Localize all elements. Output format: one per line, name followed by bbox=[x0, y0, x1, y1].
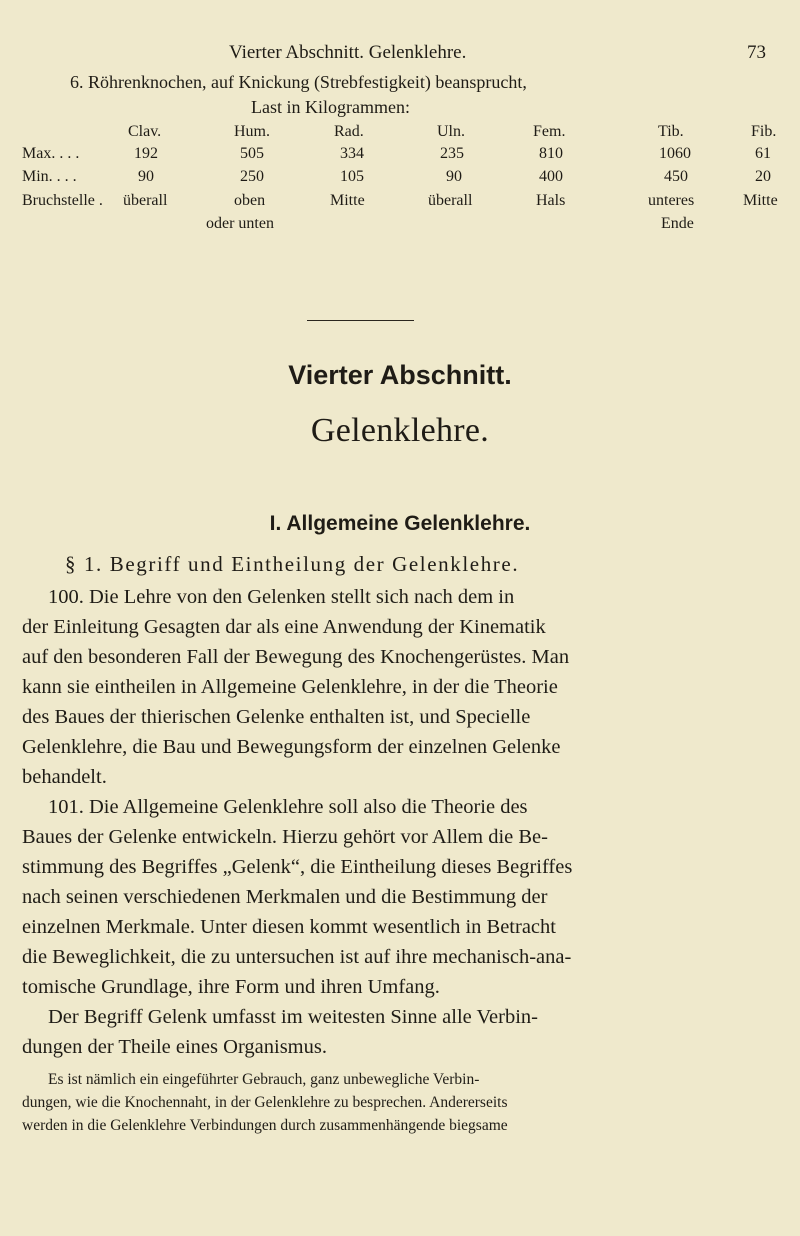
body-line: behandelt. bbox=[22, 766, 107, 788]
page-number: 73 bbox=[747, 42, 766, 63]
table-cell: 20 bbox=[755, 168, 771, 185]
row-label-max: Max. . . . bbox=[22, 145, 80, 162]
table-intro-line2: Last in Kilogrammen: bbox=[251, 97, 410, 117]
col-header-hum: Hum. bbox=[234, 123, 270, 140]
paragraph-heading: § 1. Begriff und Eintheilung der Gelenklehre. bbox=[65, 552, 520, 576]
row-label-min: Min. . . . bbox=[22, 168, 77, 185]
table-cell: 450 bbox=[664, 168, 688, 185]
table-cell: 90 bbox=[446, 168, 462, 185]
col-header-fib: Fib. bbox=[751, 123, 777, 140]
table-cell: 810 bbox=[539, 145, 563, 162]
table-cell: überall bbox=[123, 192, 168, 209]
table-cell: oben bbox=[234, 192, 266, 209]
table-cell: Hals bbox=[536, 192, 566, 209]
body-line: 100. Die Lehre von den Gelenken stellt sich nach dem in bbox=[48, 586, 515, 608]
table-cell: 192 bbox=[134, 145, 158, 162]
col-header-rad: Rad. bbox=[334, 123, 364, 140]
body-line: dungen der Theile eines Organismus. bbox=[22, 1036, 327, 1058]
body-line: auf den besonderen Fall der Bewegung des Knochengerüstes. Man bbox=[22, 646, 570, 668]
table-cell: Mitte bbox=[743, 192, 778, 209]
table-cell: 505 bbox=[240, 145, 264, 162]
small-line: werden in die Gelenklehre Verbindungen durch zusammenhängende biegsame bbox=[22, 1117, 508, 1134]
col-header-clav: Clav. bbox=[128, 123, 162, 140]
col-header-fem: Fem. bbox=[533, 123, 566, 140]
body-line: nach seinen verschiedenen Merkmalen und die Bestimmung der bbox=[22, 886, 548, 908]
body-line: 101. Die Allgemeine Gelenklehre soll also die Theorie des bbox=[48, 796, 528, 818]
body-line: kann sie eintheilen in Allgemeine Gelenklehre, in der die Theorie bbox=[22, 676, 558, 698]
table-cell: 105 bbox=[340, 168, 364, 185]
table-cell: 1060 bbox=[659, 145, 691, 162]
body-line: tomische Grundlage, ihre Form und ihren Umfang. bbox=[22, 976, 440, 998]
table-cell: 90 bbox=[138, 168, 154, 185]
body-line: Gelenklehre, die Bau und Bewegungsform der einzelnen Gelenke bbox=[22, 736, 561, 758]
body-line: stimmung des Begriffes „Gelenk“, die Eintheilung dieses Begriffes bbox=[22, 856, 573, 878]
table-cell-continuation: oder unten bbox=[206, 215, 274, 232]
body-line: einzelnen Merkmale. Unter diesen kommt wesentlich in Betracht bbox=[22, 916, 556, 938]
table-cell: 250 bbox=[240, 168, 264, 185]
body-line: Der Begriff Gelenk umfasst im weitesten Sinne alle Verbin- bbox=[48, 1006, 538, 1028]
body-line: die Beweglichkeit, die zu untersuchen ist auf ihre mechanisch-ana- bbox=[22, 946, 572, 968]
col-header-tib: Tib. bbox=[658, 123, 684, 140]
table-cell: überall bbox=[428, 192, 473, 209]
section-subtitle: Gelenklehre. bbox=[310, 412, 490, 449]
table-cell: 61 bbox=[755, 145, 771, 162]
chapter-heading: I. Allgemeine Gelenklehre. bbox=[269, 512, 531, 535]
running-header-title: Vierter Abschnitt. Gelenklehre. bbox=[229, 42, 467, 63]
table-cell: Mitte bbox=[330, 192, 365, 209]
table-cell: 334 bbox=[340, 145, 364, 162]
small-line: dungen, wie die Knochennaht, in der Gelenklehre zu besprechen. Andererseits bbox=[22, 1094, 508, 1111]
table-cell: unteres bbox=[648, 192, 695, 209]
divider-rule bbox=[307, 320, 414, 321]
body-line: des Baues der thierischen Gelenke enthalten ist, und Specielle bbox=[22, 706, 531, 728]
row-label-bruchstelle: Bruchstelle . bbox=[22, 192, 103, 209]
small-line: Es ist nämlich ein eingeführter Gebrauch, ganz unbewegliche Verbin- bbox=[48, 1071, 480, 1088]
table-cell: 235 bbox=[440, 145, 464, 162]
table-cell-continuation: Ende bbox=[661, 215, 694, 232]
table-cell: 400 bbox=[539, 168, 563, 185]
body-line: Baues der Gelenke entwickeln. Hierzu gehört vor Allem die Be- bbox=[22, 826, 548, 848]
col-header-uln: Uln. bbox=[437, 123, 465, 140]
section-title: Vierter Abschnitt. bbox=[288, 360, 512, 390]
table-intro-line1: 6. Röhrenknochen, auf Knickung (Strebfestigkeit) beansprucht, bbox=[70, 72, 527, 92]
body-line: der Einleitung Gesagten dar als eine Anwendung der Kinematik bbox=[22, 616, 546, 638]
